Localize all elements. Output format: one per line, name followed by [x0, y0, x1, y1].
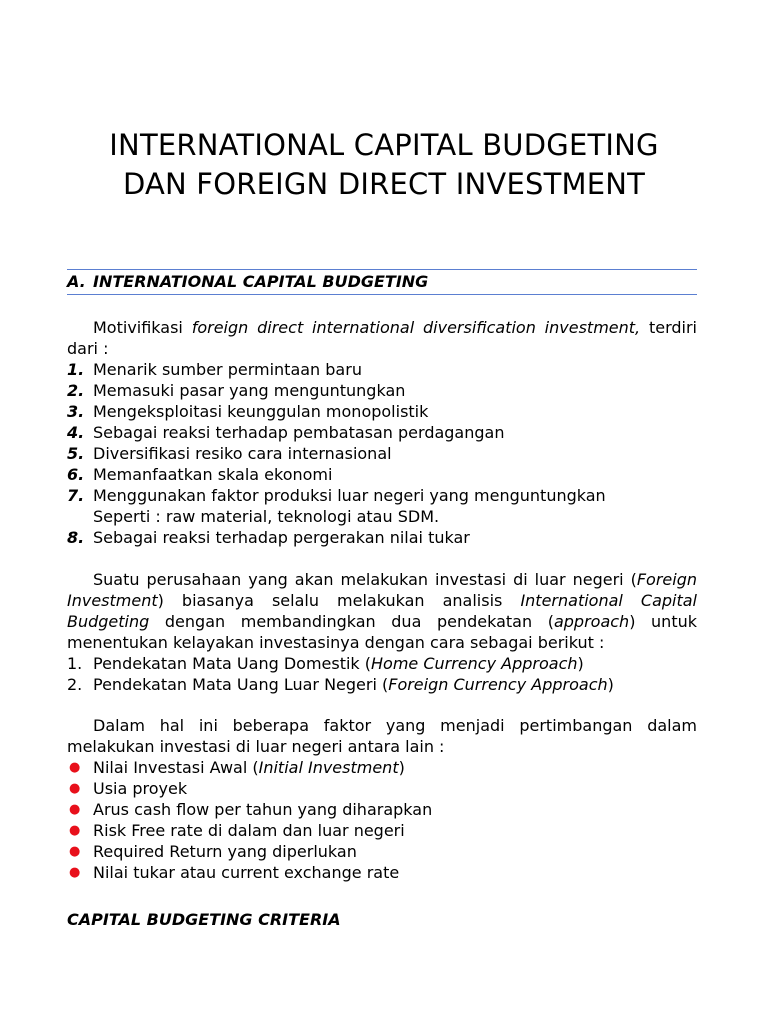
approach-block — [67, 569, 697, 695]
motives-block — [67, 317, 697, 548]
list-item: 6. Memanfaatkan skala ekonomi — [67, 465, 333, 484]
list-item: 3. Mengeksploitasi keunggulan monopolistik — [67, 402, 429, 421]
list-item: 1. Menarik sumber permintaan baru — [67, 360, 362, 379]
list-item: 4. Sebagai reaksi terhadap pembatasan perdagangan — [67, 423, 505, 442]
list-item: 2. Memasuki pasar yang menguntungkan — [67, 381, 406, 400]
bullet-icon: ● — [69, 865, 81, 880]
bullet-icon: ● — [69, 781, 81, 796]
section-rule-top — [67, 269, 697, 270]
list-item: 7. Menggunakan faktor produksi luar negeri yang menguntungkan — [67, 486, 606, 505]
bullet-icon: ● — [69, 844, 81, 859]
bullet-icon: ● — [69, 760, 81, 775]
section-heading-criteria: CAPITAL BUDGETING CRITERIA — [67, 910, 341, 929]
title-line-1: INTERNATIONAL CAPITAL BUDGETING — [109, 128, 659, 162]
bullet-item: ● Risk Free rate di dalam dan luar negeri — [69, 821, 405, 840]
title-line-2: DAN FOREIGN DIRECT INVESTMENT — [122, 167, 646, 201]
bullet-item: ● Nilai tukar atau current exchange rate — [69, 863, 400, 882]
list-item-note: Seperti : raw material, teknologi atau SDM. — [93, 507, 440, 526]
bullet-item: ● Required Return yang diperlukan — [69, 842, 357, 861]
list-item: 5. Diversifikasi resiko cara internasional — [67, 444, 392, 463]
list-item: 1. Pendekatan Mata Uang Domestik (Home Currency Approach) — [67, 654, 584, 673]
bullet-icon: ● — [69, 823, 81, 838]
section-label: INTERNATIONAL CAPITAL BUDGETING — [93, 272, 429, 291]
section-rule-bottom — [67, 294, 697, 295]
bullet-icon: ● — [69, 802, 81, 817]
bullet-item: ● Usia proyek — [69, 779, 188, 798]
paragraph-factors: Dalam hal ini beberapa faktor yang menjadi pertimbangan dalam melakukan investasi di luar negeri antara lain : — [67, 716, 697, 756]
section-heading-a — [67, 272, 428, 291]
paragraph-approach: Suatu perusahaan yang akan melakukan investasi di luar negeri (Foreign Investment) biasanya selalu melakukan analisis International Capital Budgeting dengan membandingkan dua pendekatan (approach) untuk menentukan kelayakan investasinya dengan cara sebagai berikut : — [67, 570, 698, 652]
bullet-item: ● Nilai Investasi Awal (Initial Investment) — [69, 758, 405, 777]
list-item: 8. Sebagai reaksi terhadap pergerakan nilai tukar — [67, 528, 470, 547]
document-title — [0, 126, 768, 204]
list-item: 2. Pendekatan Mata Uang Luar Negeri (Foreign Currency Approach) — [67, 675, 614, 694]
bullet-item: ● Arus cash flow per tahun yang diharapkan — [69, 800, 433, 819]
intro-paragraph: Motivifikasi foreign direct international diversification investment, terdiri dari : — [67, 318, 697, 358]
section-number: A. — [67, 272, 86, 291]
factors-block — [67, 715, 697, 883]
